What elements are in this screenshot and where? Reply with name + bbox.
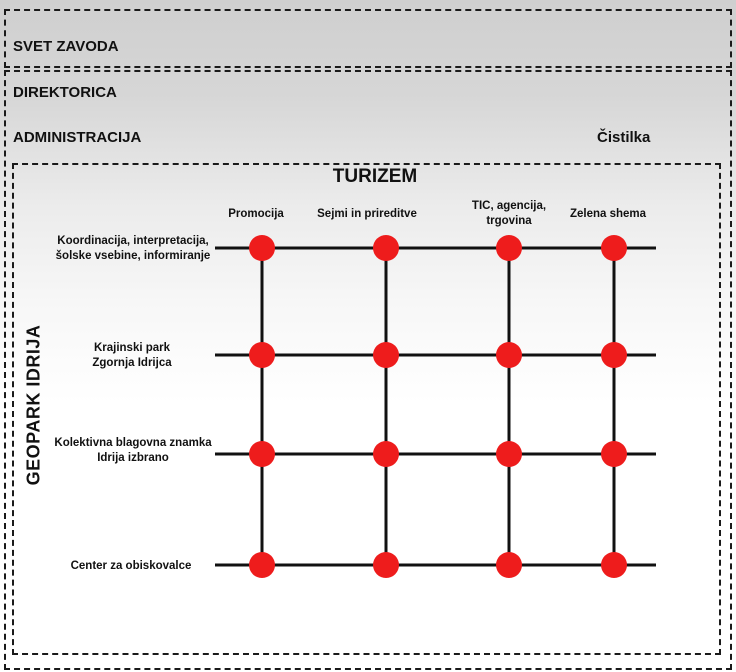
grid-node-r1-c3 <box>496 235 522 261</box>
grid-node-r2-c3 <box>496 342 522 368</box>
row-header-krajinski-park: Krajinski park Zgornja Idrijca <box>92 342 172 369</box>
column-header-zelena-shema: Zelena shema <box>569 208 647 220</box>
grid-node-r3-c2 <box>373 441 399 467</box>
grid-node-r4-c3 <box>496 552 522 578</box>
grid-node-r4-c2 <box>373 552 399 578</box>
column-header-tic: TIC, agencija, trgovina <box>471 200 547 227</box>
grid-node-r3-c4 <box>601 441 627 467</box>
svet-zavoda-label: SVET ZAVODA <box>13 38 119 55</box>
cistilka-label: Čistilka <box>597 129 651 146</box>
grid-node-r1-c4 <box>601 235 627 261</box>
grid-node-r2-c1 <box>249 342 275 368</box>
geopark-label: GEOPARK IDRIJA <box>23 324 44 486</box>
column-header-promocija: Promocija <box>228 208 284 220</box>
turizem-label: TURIZEM <box>332 166 418 187</box>
row-header-koordinacija: Koordinacija, interpretacija, šolske vsebine, informiranje <box>55 235 211 262</box>
row-header-blagovna-znamka: Kolektivna blagovna znamka Idrija izbrano <box>54 437 212 464</box>
direktorica-label: DIREKTORICA <box>13 84 117 101</box>
grid-node-r4-c4 <box>601 552 627 578</box>
column-header-sejmi: Sejmi in prireditve <box>317 208 417 220</box>
administracija-label: ADMINISTRACIJA <box>13 129 142 146</box>
grid-node-r4-c1 <box>249 552 275 578</box>
row-header-center-obiskovalce: Center za obiskovalce <box>70 560 192 572</box>
grid-node-r1-c1 <box>249 235 275 261</box>
grid-node-r1-c2 <box>373 235 399 261</box>
grid-node-r2-c2 <box>373 342 399 368</box>
grid-node-r2-c4 <box>601 342 627 368</box>
grid-node-r3-c1 <box>249 441 275 467</box>
grid-node-r3-c3 <box>496 441 522 467</box>
